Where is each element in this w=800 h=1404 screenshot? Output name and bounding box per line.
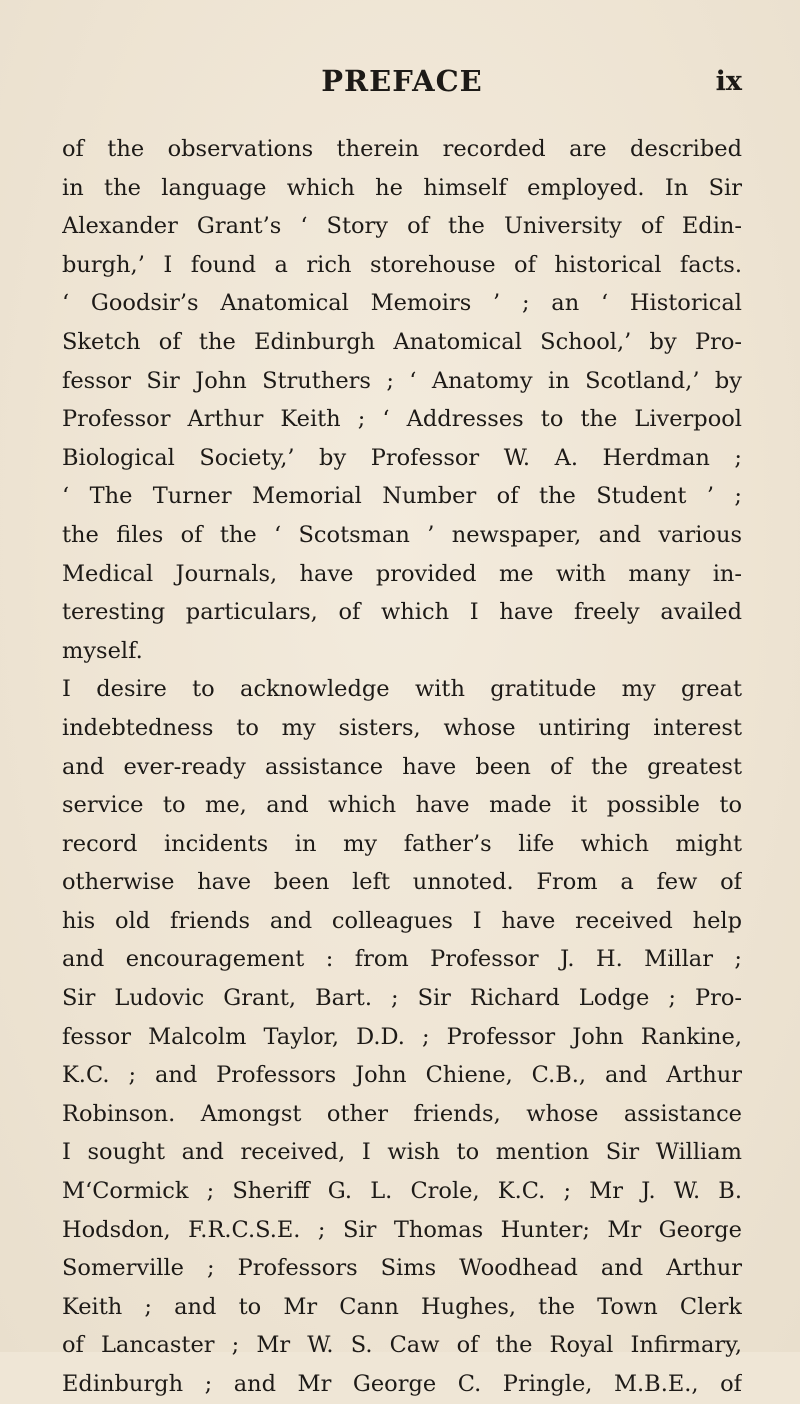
text-line: Professor Arthur Keith ; ‘ Addresses to the Liverpool [62,406,742,433]
text-line: record incidents in my father’s life which might [62,830,742,857]
text-line: myself. [62,637,143,664]
text-line: Biological Society,’ by Professor W. A. Herdman ; [62,444,742,471]
page-header [62,64,742,104]
text-line: Sir Ludovic Grant, Bart. ; Sir Richard Lodge ; Pro- [62,985,742,1012]
text-line: Robinson. Amongst other friends, whose assistance [62,1100,742,1127]
text-line: Alexander Grant’s ‘ Story of the University of Edin- [62,213,742,240]
text-line: of the observations therein recorded are described [62,136,742,162]
text-line: Somerville ; Professors Sims Woodhead and Arthur [62,1255,742,1282]
body-text [62,130,742,1404]
text-line: and encouragement : from Professor J. H. Millar ; [62,946,742,973]
text-line: otherwise have been left unnoted. From a few of [62,869,742,896]
text-line: ‘ Goodsir’s Anatomical Memoirs ’ ; an ‘ Historical [62,290,742,317]
running-title: PREFACE [321,64,483,98]
text-line: Medical Journals, have provided me with many in- [62,560,742,587]
text-line: Edinburgh ; and Mr George C. Pringle, M.B.E., of [62,1371,742,1397]
text-line: teresting particulars, of which I have freely availed [62,599,742,626]
text-line: indebtedness to my sisters, whose untiring interest [62,714,742,741]
text-line: and ever-ready assistance have been of the greatest [62,753,742,780]
text-line: ‘ The Turner Memorial Number of the Student ’ ; [62,483,742,510]
text-line: Sketch of the Edinburgh Anatomical School,’ by Pro- [62,328,742,355]
text-line: fessor Malcolm Taylor, D.D. ; Professor John Rankine, [62,1023,742,1050]
text-line: K.C. ; and Professors John Chiene, C.B., and Arthur [62,1062,742,1089]
text-line: the files of the ‘ Scotsman ’ newspaper, and various [62,521,742,548]
text-line: M‘Cormick ; Sheriff G. L. Crole, K.C. ; Mr J. W. B. [62,1178,742,1205]
text-line: I sought and received, I wish to mention Sir William [62,1139,742,1166]
text-line: his old friends and colleagues I have received help [62,907,742,934]
page-number: ix [715,66,742,97]
text-line: burgh,’ I found a rich storehouse of historical facts. [62,251,742,278]
text-line: fessor Sir John Struthers ; ‘ Anatomy in Scotland,’ by [62,367,742,394]
text-line: Keith ; and to Mr Cann Hughes, the Town Clerk [62,1293,742,1320]
text-line: I desire to acknowledge with gratitude my great [62,676,742,703]
text-line: of Lancaster ; Mr W. S. Caw of the Royal Infirmary, [62,1332,742,1359]
text-line: service to me, and which have made it possible to [62,792,742,819]
text-line: in the language which he himself employed. In Sir [62,174,742,201]
text-line: Hodsdon, F.R.C.S.E. ; Sir Thomas Hunter; Mr George [62,1216,742,1243]
